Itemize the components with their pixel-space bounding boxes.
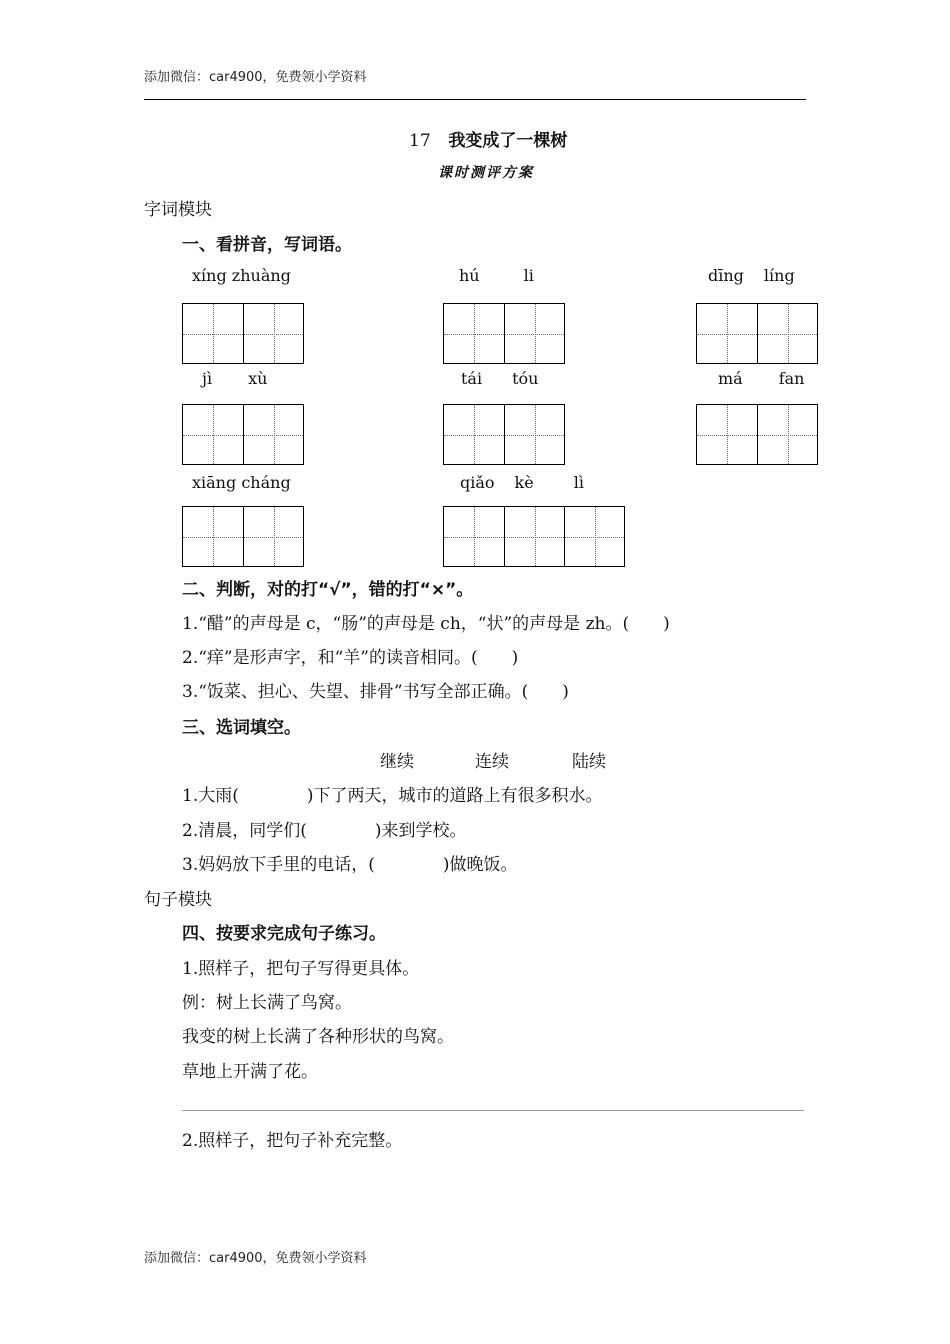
q1-heading: 一、看拼音，写词语。 bbox=[182, 235, 352, 255]
writing-grid-4[interactable] bbox=[182, 404, 304, 465]
q3-option-3: 陆续 bbox=[572, 752, 606, 772]
q2-item-3: 3.“饭菜、担心、失望、排骨”书写全部正确。( ) bbox=[182, 682, 569, 702]
writing-grid-5[interactable] bbox=[443, 404, 565, 465]
lesson-title bbox=[409, 126, 567, 151]
q3-option-2: 连续 bbox=[475, 752, 509, 772]
writing-grid-7[interactable] bbox=[182, 506, 304, 567]
q4-part1-instruction: 1.照样子，把句子写得更具体。 bbox=[182, 959, 420, 979]
q4-example-answer: 我变的树上长满了各种形状的鸟窝。 bbox=[182, 1027, 454, 1047]
pinyin-item-4: jì xù bbox=[202, 369, 268, 388]
lesson-name: 我变成了一棵树 bbox=[448, 131, 568, 151]
module-words-heading: 字词模块 bbox=[144, 200, 212, 220]
footer-note: 添加微信：car4900，免费领小学资料 bbox=[144, 1251, 367, 1266]
module-sentences-heading: 句子模块 bbox=[144, 890, 212, 910]
q3-option-1: 继续 bbox=[380, 752, 414, 772]
lesson-number: 17 bbox=[409, 131, 431, 151]
q2-item-1: 1.“醋”的声母是 c，“肠”的声母是 ch，“状”的声母是 zh。( ) bbox=[182, 614, 670, 634]
writing-grid-8[interactable] bbox=[443, 506, 625, 567]
header-rule bbox=[144, 99, 806, 100]
pinyin-item-2: hú li bbox=[459, 266, 534, 285]
pinyin-item-3: dīng líng bbox=[708, 266, 795, 285]
header-note: 添加微信：car4900，免费领小学资料 bbox=[144, 70, 367, 85]
lesson-subtitle: 课时测评方案 bbox=[438, 165, 534, 181]
writing-grid-1[interactable] bbox=[182, 303, 304, 364]
q4-heading: 四、按要求完成句子练习。 bbox=[182, 924, 386, 944]
pinyin-item-8: qiǎo kè lì bbox=[460, 473, 584, 492]
q4-part2-instruction: 2.照样子，把句子补充完整。 bbox=[182, 1131, 403, 1151]
writing-grid-3[interactable] bbox=[696, 303, 818, 364]
q3-item-3: 3.妈妈放下手里的电话，( )做晚饭。 bbox=[182, 855, 518, 875]
writing-grid-6[interactable] bbox=[696, 404, 818, 465]
q4-example: 例：树上长满了鸟窝。 bbox=[182, 993, 352, 1013]
answer-line[interactable] bbox=[182, 1110, 804, 1111]
pinyin-item-1: xíng zhuàng bbox=[192, 266, 291, 285]
q4-prompt: 草地上开满了花。 bbox=[182, 1062, 318, 1082]
pinyin-item-7: xiāng cháng bbox=[192, 473, 291, 492]
writing-grid-2[interactable] bbox=[443, 303, 565, 364]
q2-heading: 二、判断，对的打“√”，错的打“×”。 bbox=[182, 580, 474, 600]
pinyin-item-5: tái tóu bbox=[461, 369, 539, 388]
q3-item-2: 2.清晨，同学们( )来到学校。 bbox=[182, 821, 467, 841]
q3-item-1: 1.大雨( )下了两天，城市的道路上有很多积水。 bbox=[182, 786, 603, 806]
q3-heading: 三、选词填空。 bbox=[182, 718, 301, 738]
pinyin-item-6: má fan bbox=[718, 369, 805, 388]
q2-item-2: 2.“痒”是形声字，和“羊”的读音相同。( ) bbox=[182, 648, 519, 668]
